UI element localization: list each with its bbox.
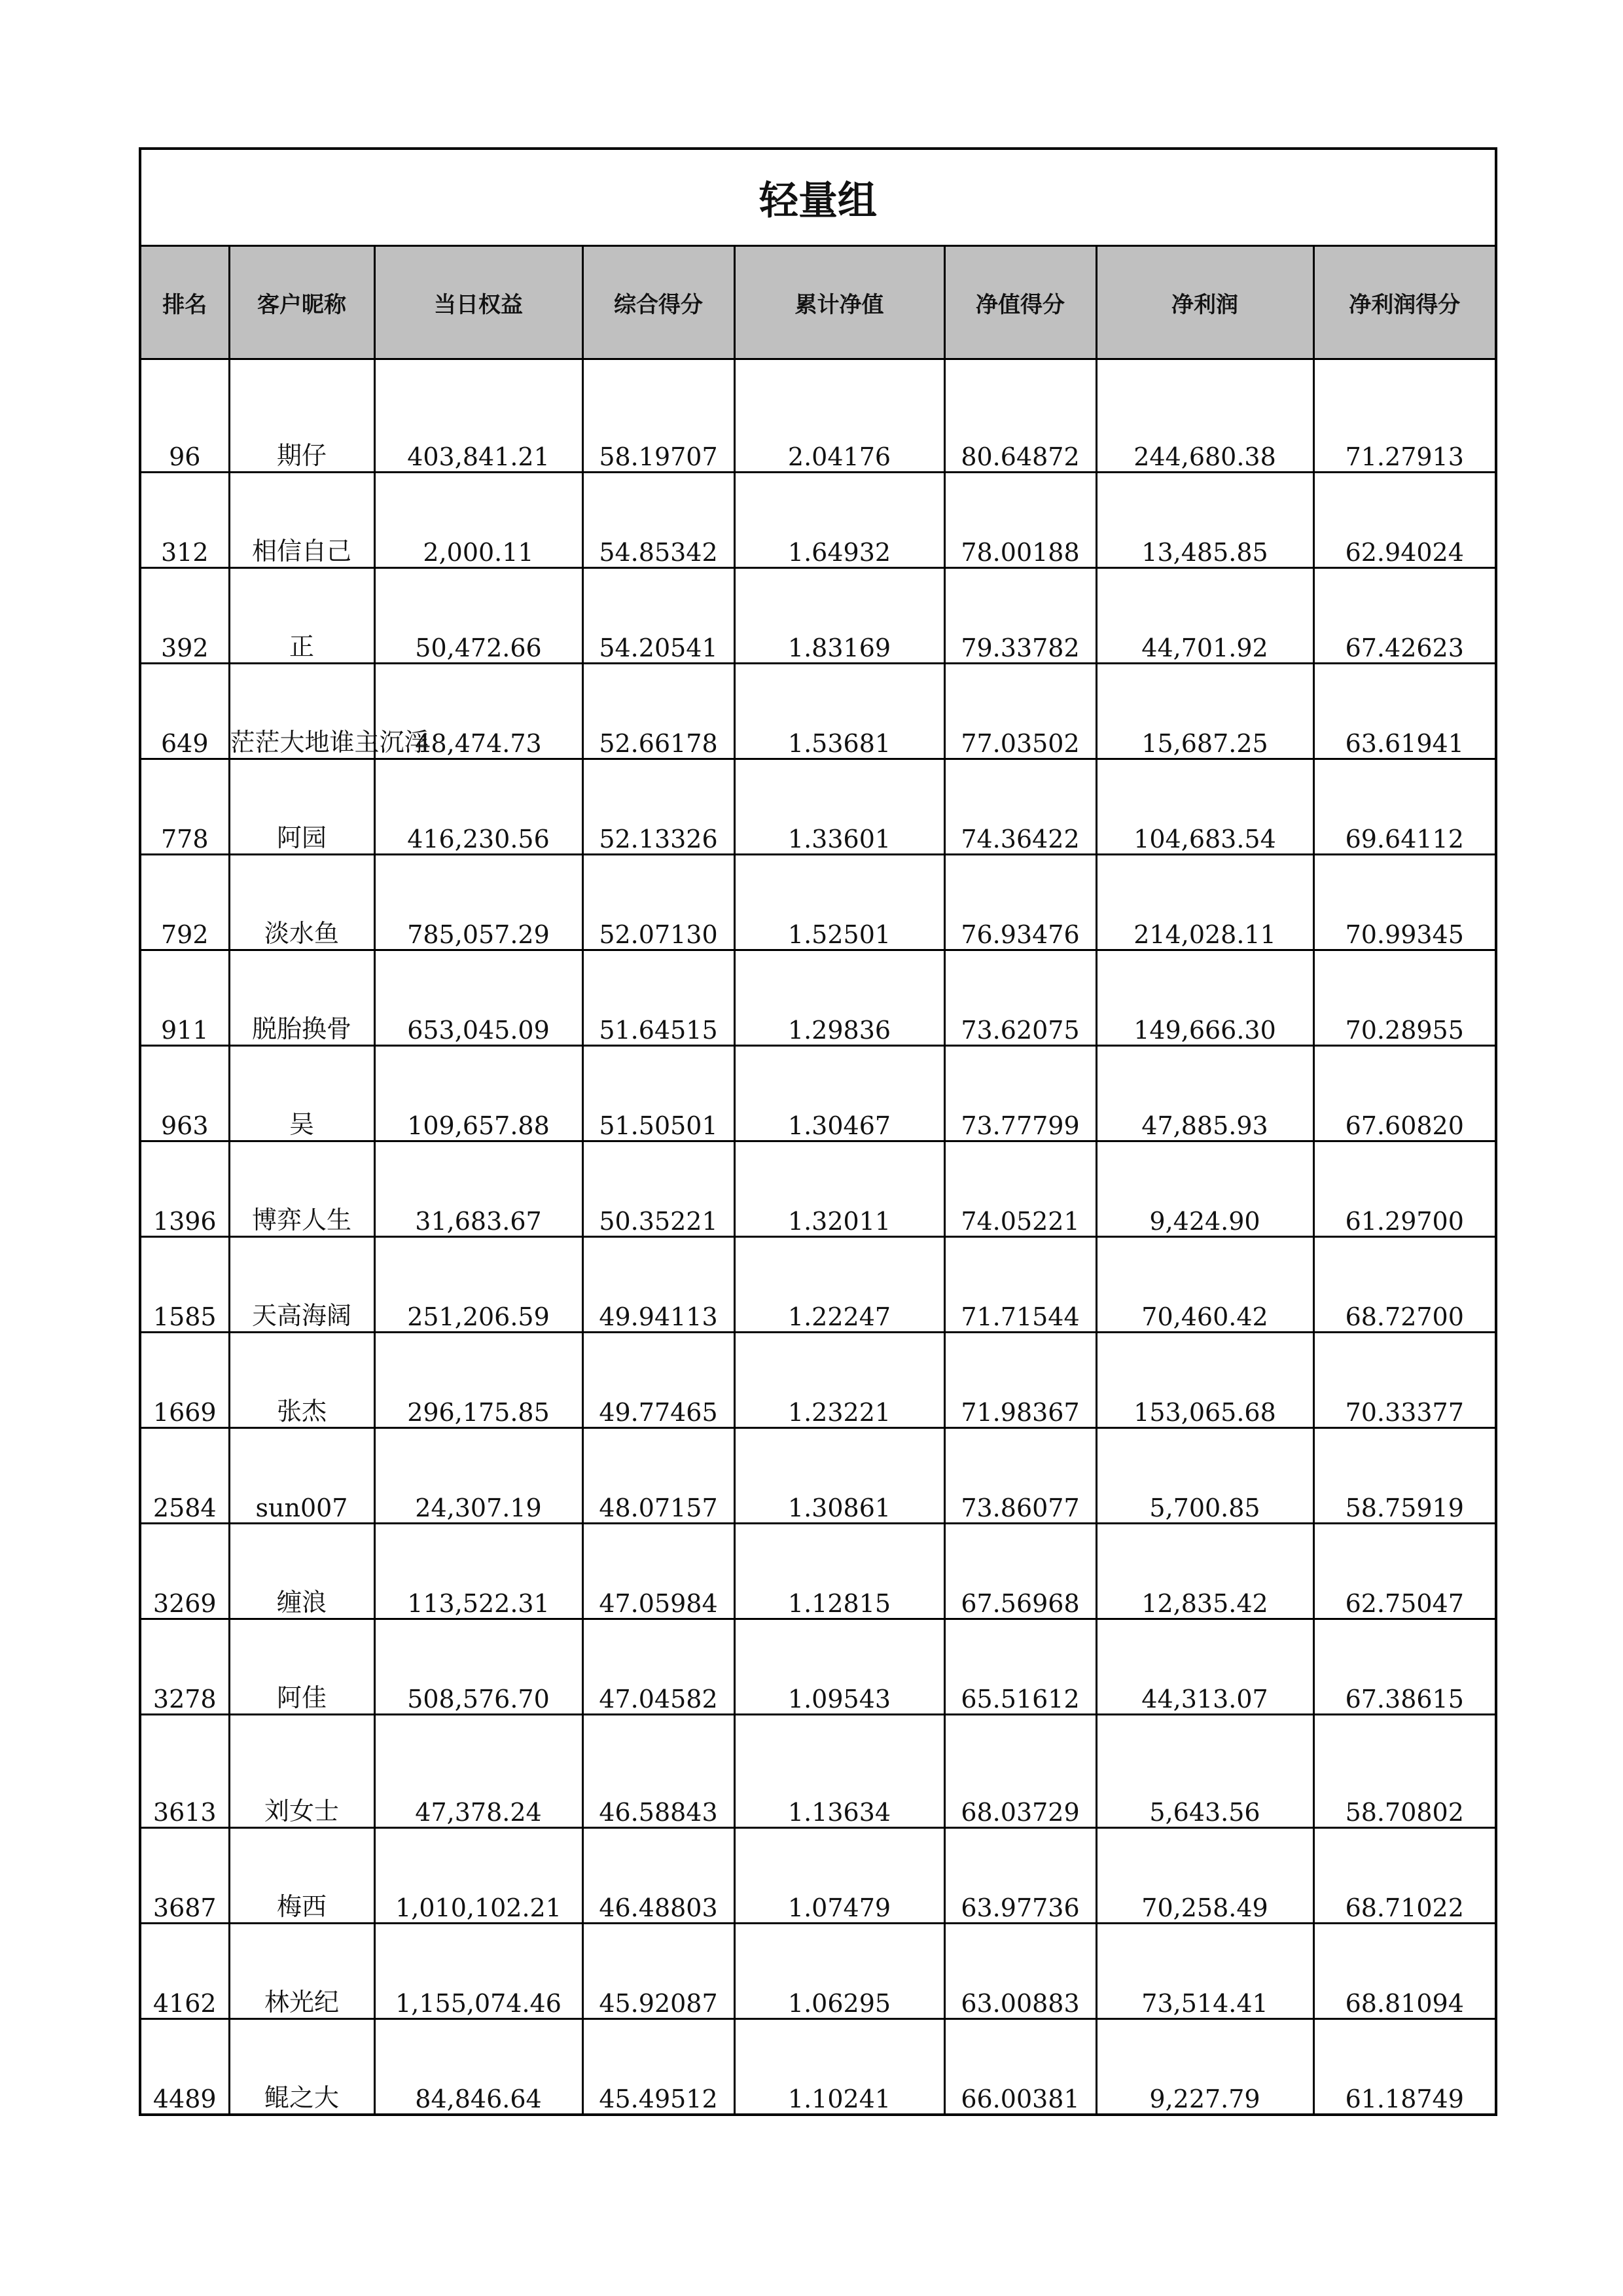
table-row <box>140 664 1496 759</box>
cell-cumulative-nav: 1.09543 <box>734 1619 944 1715</box>
cell-net-profit: 5,643.56 <box>1096 1715 1313 1828</box>
cell-nickname: 脱胎换骨 <box>229 950 374 1046</box>
cell-nickname: 天高海阔 <box>229 1237 374 1333</box>
cell-nav-score: 71.98367 <box>944 1333 1096 1428</box>
cell-net-profit: 153,065.68 <box>1096 1333 1313 1428</box>
cell-rank: 4489 <box>140 2019 229 2115</box>
cell-net-profit: 15,687.25 <box>1096 664 1313 759</box>
cell-nickname: 林光纪 <box>229 1924 374 2019</box>
cell-nav-score: 77.03502 <box>944 664 1096 759</box>
cell-net-profit: 9,424.90 <box>1096 1141 1313 1237</box>
table-row <box>140 1141 1496 1237</box>
cell-equity: 2,000.11 <box>374 473 582 568</box>
col-header-net-profit: 净利润 <box>1096 246 1313 359</box>
table-row <box>140 950 1496 1046</box>
cell-net-profit-score: 62.94024 <box>1313 473 1496 568</box>
cell-nav-score: 73.86077 <box>944 1428 1096 1524</box>
table-title: 轻量组 <box>140 149 1496 246</box>
cell-total-score: 54.20541 <box>582 568 734 664</box>
cell-nickname: 鲲之大 <box>229 2019 374 2115</box>
cell-rank: 3269 <box>140 1524 229 1619</box>
cell-total-score: 51.64515 <box>582 950 734 1046</box>
cell-net-profit: 9,227.79 <box>1096 2019 1313 2115</box>
cell-total-score: 46.58843 <box>582 1715 734 1828</box>
cell-rank: 911 <box>140 950 229 1046</box>
cell-total-score: 45.92087 <box>582 1924 734 2019</box>
cell-nav-score: 74.36422 <box>944 759 1096 855</box>
cell-nav-score: 79.33782 <box>944 568 1096 664</box>
table-row <box>140 1619 1496 1715</box>
cell-nickname: 博弈人生 <box>229 1141 374 1237</box>
cell-equity: 31,683.67 <box>374 1141 582 1237</box>
cell-nickname: 张杰 <box>229 1333 374 1428</box>
cell-equity: 109,657.88 <box>374 1046 582 1141</box>
cell-nav-score: 74.05221 <box>944 1141 1096 1237</box>
cell-net-profit-score: 58.70802 <box>1313 1715 1496 1828</box>
table-row <box>140 1715 1496 1828</box>
cell-cumulative-nav: 1.52501 <box>734 855 944 950</box>
cell-nav-score: 65.51612 <box>944 1619 1096 1715</box>
col-header-net-profit-score: 净利润得分 <box>1313 246 1496 359</box>
col-header-equity: 当日权益 <box>374 246 582 359</box>
cell-rank: 1669 <box>140 1333 229 1428</box>
cell-net-profit: 13,485.85 <box>1096 473 1313 568</box>
cell-rank: 2584 <box>140 1428 229 1524</box>
cell-equity: 403,841.21 <box>374 359 582 473</box>
cell-net-profit-score: 70.99345 <box>1313 855 1496 950</box>
cell-total-score: 49.94113 <box>582 1237 734 1333</box>
table-row <box>140 1924 1496 2019</box>
cell-net-profit-score: 68.71022 <box>1313 1828 1496 1924</box>
cell-cumulative-nav: 1.12815 <box>734 1524 944 1619</box>
cell-rank: 963 <box>140 1046 229 1141</box>
cell-nickname: 阿园 <box>229 759 374 855</box>
table-row <box>140 1333 1496 1428</box>
cell-nav-score: 76.93476 <box>944 855 1096 950</box>
cell-nickname: 刘女士 <box>229 1715 374 1828</box>
cell-nav-score: 68.03729 <box>944 1715 1096 1828</box>
table-row <box>140 2019 1496 2115</box>
cell-total-score: 52.66178 <box>582 664 734 759</box>
cell-total-score: 46.48803 <box>582 1828 734 1924</box>
cell-total-score: 52.13326 <box>582 759 734 855</box>
cell-net-profit: 12,835.42 <box>1096 1524 1313 1619</box>
cell-nickname: 期仔 <box>229 359 374 473</box>
table-row <box>140 1828 1496 1924</box>
title-row <box>140 149 1496 246</box>
cell-total-score: 51.50501 <box>582 1046 734 1141</box>
cell-net-profit: 104,683.54 <box>1096 759 1313 855</box>
cell-equity: 1,010,102.21 <box>374 1828 582 1924</box>
cell-cumulative-nav: 1.83169 <box>734 568 944 664</box>
cell-total-score: 47.04582 <box>582 1619 734 1715</box>
cell-net-profit: 70,460.42 <box>1096 1237 1313 1333</box>
cell-net-profit-score: 71.27913 <box>1313 359 1496 473</box>
cell-nav-score: 80.64872 <box>944 359 1096 473</box>
cell-cumulative-nav: 1.06295 <box>734 1924 944 2019</box>
cell-nickname: 缠浪 <box>229 1524 374 1619</box>
cell-equity: 47,378.24 <box>374 1715 582 1828</box>
cell-rank: 792 <box>140 855 229 950</box>
cell-nickname: 相信自己 <box>229 473 374 568</box>
cell-equity: 24,307.19 <box>374 1428 582 1524</box>
cell-net-profit-score: 67.60820 <box>1313 1046 1496 1141</box>
cell-equity: 251,206.59 <box>374 1237 582 1333</box>
cell-net-profit: 149,666.30 <box>1096 950 1313 1046</box>
cell-cumulative-nav: 1.33601 <box>734 759 944 855</box>
cell-total-score: 49.77465 <box>582 1333 734 1428</box>
cell-nav-score: 63.00883 <box>944 1924 1096 2019</box>
cell-nickname: 梅西 <box>229 1828 374 1924</box>
cell-nav-score: 63.97736 <box>944 1828 1096 1924</box>
cell-equity: 1,155,074.46 <box>374 1924 582 2019</box>
cell-rank: 1396 <box>140 1141 229 1237</box>
cell-nickname: sun007 <box>229 1428 374 1524</box>
cell-nav-score: 67.56968 <box>944 1524 1096 1619</box>
cell-rank: 3613 <box>140 1715 229 1828</box>
cell-net-profit: 73,514.41 <box>1096 1924 1313 2019</box>
cell-equity: 416,230.56 <box>374 759 582 855</box>
cell-cumulative-nav: 2.04176 <box>734 359 944 473</box>
cell-nav-score: 66.00381 <box>944 2019 1096 2115</box>
cell-net-profit-score: 68.72700 <box>1313 1237 1496 1333</box>
cell-net-profit-score: 61.18749 <box>1313 2019 1496 2115</box>
cell-cumulative-nav: 1.13634 <box>734 1715 944 1828</box>
cell-rank: 392 <box>140 568 229 664</box>
col-header-cumulative-nav: 累计净值 <box>734 246 944 359</box>
cell-equity: 84,846.64 <box>374 2019 582 2115</box>
cell-net-profit: 70,258.49 <box>1096 1828 1313 1924</box>
cell-cumulative-nav: 1.22247 <box>734 1237 944 1333</box>
cell-total-score: 45.49512 <box>582 2019 734 2115</box>
cell-rank: 312 <box>140 473 229 568</box>
table-row <box>140 1046 1496 1141</box>
cell-nickname: 吴 <box>229 1046 374 1141</box>
cell-nickname: 正 <box>229 568 374 664</box>
cell-net-profit-score: 58.75919 <box>1313 1428 1496 1524</box>
col-header-nickname: 客户昵称 <box>229 246 374 359</box>
cell-net-profit: 244,680.38 <box>1096 359 1313 473</box>
cell-rank: 3278 <box>140 1619 229 1715</box>
cell-net-profit: 47,885.93 <box>1096 1046 1313 1141</box>
cell-nickname: 阿佳 <box>229 1619 374 1715</box>
cell-equity: 296,175.85 <box>374 1333 582 1428</box>
col-header-rank: 排名 <box>140 246 229 359</box>
cell-rank: 4162 <box>140 1924 229 2019</box>
cell-nav-score: 73.77799 <box>944 1046 1096 1141</box>
table-row <box>140 568 1496 664</box>
cell-total-score: 58.19707 <box>582 359 734 473</box>
cell-rank: 1585 <box>140 1237 229 1333</box>
cell-rank: 96 <box>140 359 229 473</box>
cell-net-profit-score: 67.42623 <box>1313 568 1496 664</box>
table-row <box>140 473 1496 568</box>
cell-cumulative-nav: 1.29836 <box>734 950 944 1046</box>
cell-net-profit: 44,701.92 <box>1096 568 1313 664</box>
cell-equity: 508,576.70 <box>374 1619 582 1715</box>
col-header-total-score: 综合得分 <box>582 246 734 359</box>
cell-nav-score: 78.00188 <box>944 473 1096 568</box>
cell-equity: 48,474.73 <box>374 664 582 759</box>
table-row <box>140 1237 1496 1333</box>
cell-cumulative-nav: 1.64932 <box>734 473 944 568</box>
cell-equity: 785,057.29 <box>374 855 582 950</box>
cell-net-profit-score: 63.61941 <box>1313 664 1496 759</box>
col-header-nav-score: 净值得分 <box>944 246 1096 359</box>
cell-equity: 50,472.66 <box>374 568 582 664</box>
cell-total-score: 48.07157 <box>582 1428 734 1524</box>
ranking-table <box>139 147 1497 2116</box>
cell-net-profit-score: 68.81094 <box>1313 1924 1496 2019</box>
cell-net-profit-score: 62.75047 <box>1313 1524 1496 1619</box>
cell-total-score: 54.85342 <box>582 473 734 568</box>
cell-nickname: 茫茫大地谁主沉浮 <box>229 664 374 759</box>
table-row <box>140 855 1496 950</box>
cell-rank: 649 <box>140 664 229 759</box>
cell-net-profit: 214,028.11 <box>1096 855 1313 950</box>
cell-rank: 3687 <box>140 1828 229 1924</box>
table-row <box>140 759 1496 855</box>
cell-nav-score: 71.71544 <box>944 1237 1096 1333</box>
cell-cumulative-nav: 1.23221 <box>734 1333 944 1428</box>
table-row <box>140 1524 1496 1619</box>
cell-cumulative-nav: 1.30467 <box>734 1046 944 1141</box>
cell-rank: 778 <box>140 759 229 855</box>
cell-net-profit-score: 67.38615 <box>1313 1619 1496 1715</box>
cell-equity: 113,522.31 <box>374 1524 582 1619</box>
header-row <box>140 246 1496 359</box>
cell-net-profit-score: 70.28955 <box>1313 950 1496 1046</box>
cell-equity: 653,045.09 <box>374 950 582 1046</box>
cell-cumulative-nav: 1.30861 <box>734 1428 944 1524</box>
cell-total-score: 50.35221 <box>582 1141 734 1237</box>
table-row <box>140 359 1496 473</box>
cell-total-score: 52.07130 <box>582 855 734 950</box>
cell-cumulative-nav: 1.53681 <box>734 664 944 759</box>
cell-cumulative-nav: 1.07479 <box>734 1828 944 1924</box>
cell-net-profit-score: 61.29700 <box>1313 1141 1496 1237</box>
cell-nickname: 淡水鱼 <box>229 855 374 950</box>
cell-cumulative-nav: 1.10241 <box>734 2019 944 2115</box>
cell-net-profit: 44,313.07 <box>1096 1619 1313 1715</box>
cell-cumulative-nav: 1.32011 <box>734 1141 944 1237</box>
table-row <box>140 1428 1496 1524</box>
cell-net-profit-score: 70.33377 <box>1313 1333 1496 1428</box>
cell-net-profit-score: 69.64112 <box>1313 759 1496 855</box>
cell-total-score: 47.05984 <box>582 1524 734 1619</box>
cell-net-profit: 5,700.85 <box>1096 1428 1313 1524</box>
cell-nav-score: 73.62075 <box>944 950 1096 1046</box>
